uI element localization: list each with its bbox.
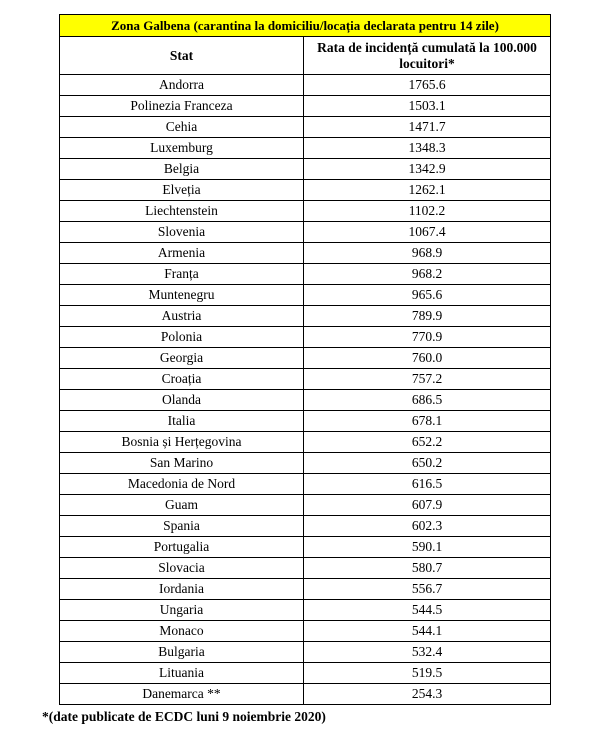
rate-cell: 1102.2 — [304, 201, 551, 222]
rate-cell: 652.2 — [304, 432, 551, 453]
rate-cell: 1503.1 — [304, 96, 551, 117]
table-row — [60, 264, 551, 285]
country-cell: Monaco — [60, 621, 304, 642]
country-cell: Lituania — [60, 663, 304, 684]
table-row — [60, 369, 551, 390]
rate-cell: 1471.7 — [304, 117, 551, 138]
rate-cell: 590.1 — [304, 537, 551, 558]
country-cell: Liechtenstein — [60, 201, 304, 222]
rate-cell: 616.5 — [304, 474, 551, 495]
incidence-table-container — [59, 14, 550, 705]
table-row — [60, 306, 551, 327]
table-row — [60, 684, 551, 705]
rate-cell: 686.5 — [304, 390, 551, 411]
table-row — [60, 600, 551, 621]
source-footnote: *(date publicate de ECDC luni 9 noiembrie 2020) — [42, 709, 326, 724]
rate-cell: 1765.6 — [304, 75, 551, 96]
country-cell: Franța — [60, 264, 304, 285]
table-row — [60, 180, 551, 201]
table-row — [60, 96, 551, 117]
table-row — [60, 159, 551, 180]
incidence-table — [59, 14, 551, 705]
country-cell: Muntenegru — [60, 285, 304, 306]
yellow-zone-banner: Zona Galbena (carantina la domiciliu/locația declarata pentru 14 zile) — [60, 15, 551, 37]
rate-cell: 650.2 — [304, 453, 551, 474]
country-cell: Guam — [60, 495, 304, 516]
table-row — [60, 579, 551, 600]
table-row — [60, 222, 551, 243]
country-cell: Olanda — [60, 390, 304, 411]
country-cell: Andorra — [60, 75, 304, 96]
table-row — [60, 495, 551, 516]
rate-cell: 519.5 — [304, 663, 551, 684]
country-cell: Polinezia Franceza — [60, 96, 304, 117]
rate-column-header: Rata de incidență cumulată la 100.000 locuitori* — [304, 37, 551, 75]
table-row — [60, 642, 551, 663]
country-cell: San Marino — [60, 453, 304, 474]
country-cell: Elveția — [60, 180, 304, 201]
table-row — [60, 558, 551, 579]
table-row — [60, 432, 551, 453]
table-row — [60, 348, 551, 369]
rate-cell: 1262.1 — [304, 180, 551, 201]
country-cell: Luxemburg — [60, 138, 304, 159]
table-row — [60, 117, 551, 138]
rate-cell: 544.1 — [304, 621, 551, 642]
rate-cell: 968.2 — [304, 264, 551, 285]
rate-cell: 1342.9 — [304, 159, 551, 180]
table-row — [60, 327, 551, 348]
table-row — [60, 75, 551, 96]
table-row — [60, 516, 551, 537]
table-row — [60, 243, 551, 264]
table-header-row — [60, 37, 551, 75]
country-cell: Polonia — [60, 327, 304, 348]
rate-cell: 1348.3 — [304, 138, 551, 159]
country-cell: Bulgaria — [60, 642, 304, 663]
country-cell: Belgia — [60, 159, 304, 180]
country-cell: Iordania — [60, 579, 304, 600]
table-row — [60, 285, 551, 306]
country-cell: Georgia — [60, 348, 304, 369]
rate-cell: 760.0 — [304, 348, 551, 369]
table-row — [60, 138, 551, 159]
country-cell: Armenia — [60, 243, 304, 264]
yellow-zone-banner-row — [60, 15, 551, 37]
table-row — [60, 621, 551, 642]
rate-cell: 1067.4 — [304, 222, 551, 243]
rate-cell: 544.5 — [304, 600, 551, 621]
country-cell: Macedonia de Nord — [60, 474, 304, 495]
rate-cell: 757.2 — [304, 369, 551, 390]
country-cell: Portugalia — [60, 537, 304, 558]
table-row — [60, 411, 551, 432]
rate-cell: 968.9 — [304, 243, 551, 264]
country-cell: Danemarca ** — [60, 684, 304, 705]
table-row — [60, 663, 551, 684]
country-cell: Ungaria — [60, 600, 304, 621]
country-cell: Slovenia — [60, 222, 304, 243]
rate-cell: 607.9 — [304, 495, 551, 516]
rate-cell: 602.3 — [304, 516, 551, 537]
table-row — [60, 537, 551, 558]
country-cell: Bosnia și Herțegovina — [60, 432, 304, 453]
rate-cell: 789.9 — [304, 306, 551, 327]
table-row — [60, 390, 551, 411]
rate-cell: 254.3 — [304, 684, 551, 705]
rate-cell: 770.9 — [304, 327, 551, 348]
rate-cell: 580.7 — [304, 558, 551, 579]
country-column-header: Stat — [60, 37, 304, 75]
country-cell: Italia — [60, 411, 304, 432]
rate-cell: 556.7 — [304, 579, 551, 600]
country-cell: Cehia — [60, 117, 304, 138]
rate-cell: 678.1 — [304, 411, 551, 432]
table-row — [60, 453, 551, 474]
country-cell: Slovacia — [60, 558, 304, 579]
country-cell: Spania — [60, 516, 304, 537]
rate-cell: 965.6 — [304, 285, 551, 306]
rate-cell: 532.4 — [304, 642, 551, 663]
country-cell: Austria — [60, 306, 304, 327]
country-cell: Croația — [60, 369, 304, 390]
table-row — [60, 201, 551, 222]
table-row — [60, 474, 551, 495]
